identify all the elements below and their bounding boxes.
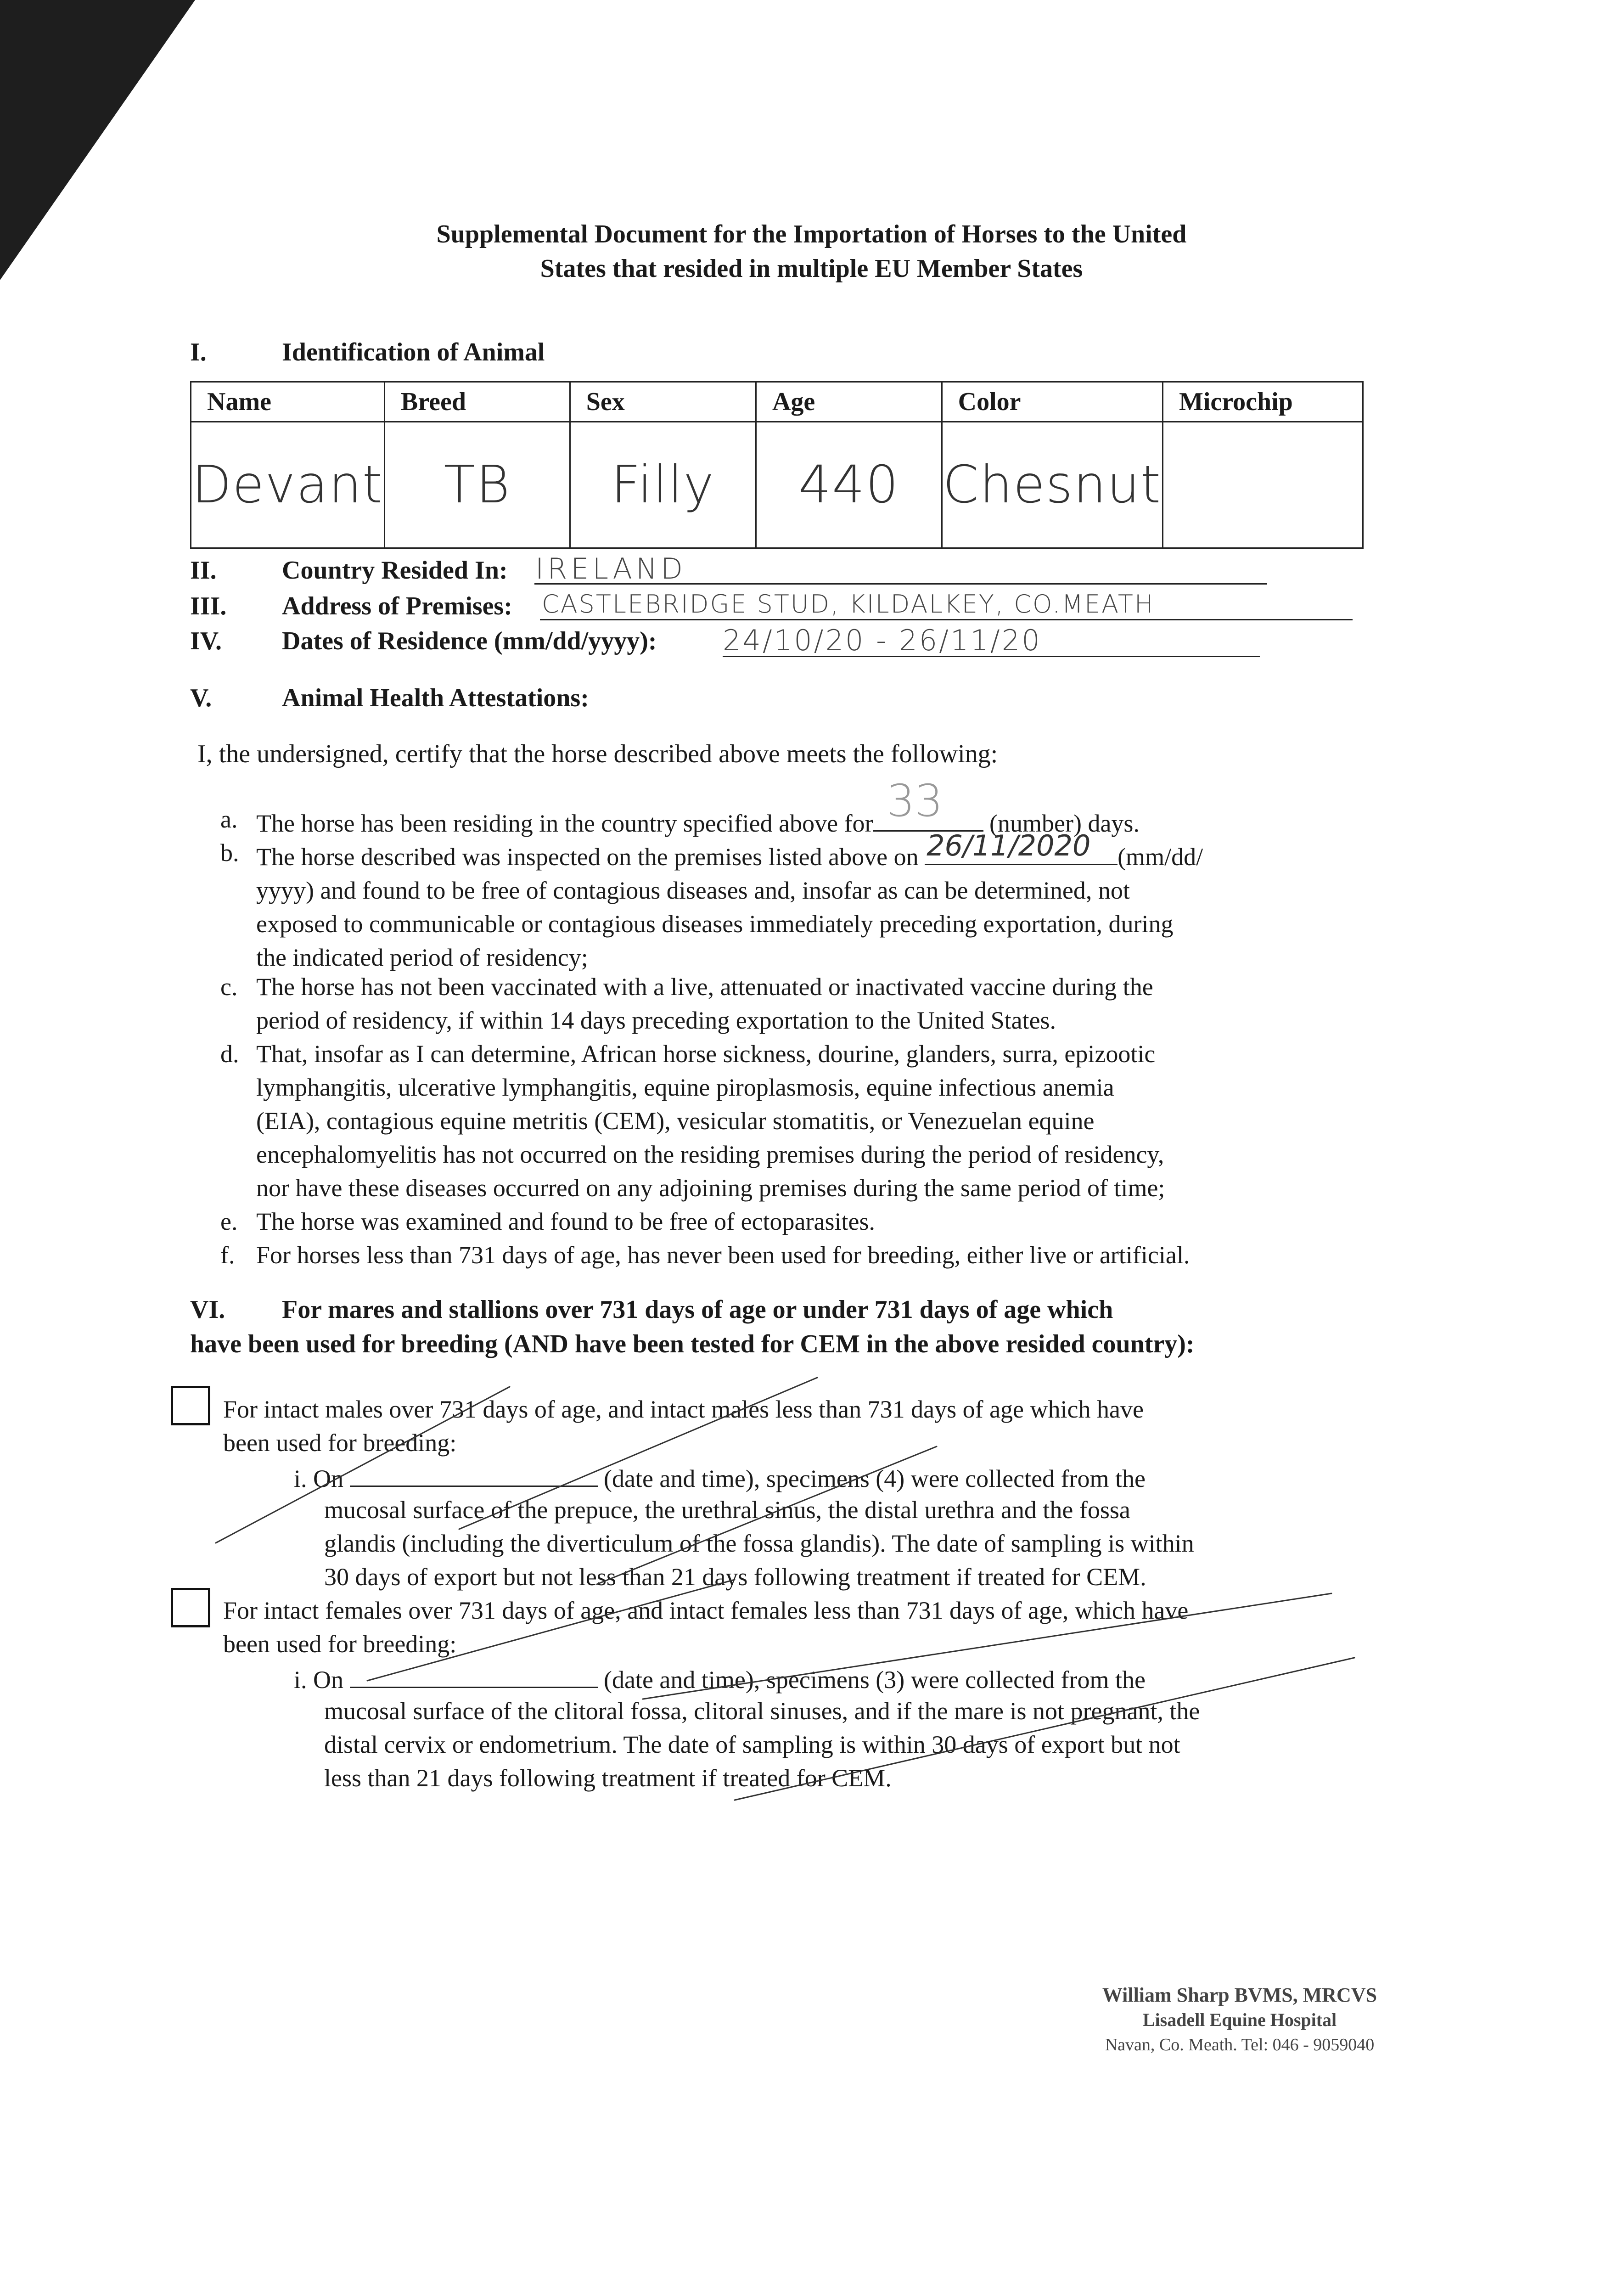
col-header-age: Age bbox=[756, 382, 942, 422]
attestation-d-line-4: encephalomyelitis has not occurred on the residing premises during the period of residency, bbox=[256, 1141, 1164, 1168]
attestation-d-line-1: That, insofar as I can determine, African horse sickness, dourine, glanders, surra, epizootic bbox=[256, 1040, 1156, 1068]
attestation-e bbox=[220, 1205, 1368, 1238]
attestation-f-letter: f. bbox=[220, 1241, 235, 1269]
col-header-name: Name bbox=[191, 382, 385, 422]
col-header-microchip: Microchip bbox=[1162, 382, 1363, 422]
country-field[interactable] bbox=[534, 552, 1267, 585]
attestation-d-line-5: nor have these diseases occurred on any adjoining premises during the same period of time; bbox=[256, 1174, 1165, 1202]
section-4-row bbox=[190, 626, 657, 656]
days-field[interactable] bbox=[873, 775, 983, 832]
value-color[interactable]: Chesnut bbox=[942, 422, 1162, 548]
document-title-line2: States that resided in multiple EU Member States bbox=[540, 254, 1083, 283]
section-6-number: VI. bbox=[190, 1295, 225, 1324]
attestation-b bbox=[220, 829, 1368, 974]
section-6-heading-line1 bbox=[190, 1295, 1113, 1324]
inspection-date-field[interactable] bbox=[925, 829, 1118, 865]
section-3-row bbox=[190, 591, 512, 621]
attestation-f-text: For horses less than 731 days of age, has never been used for breeding, either live or artificial. bbox=[256, 1241, 1190, 1269]
identification-header-row bbox=[191, 382, 1363, 422]
females-sub-line-2: distal cervix or endometrium. The date of sampling is within 30 days of export but not bbox=[324, 1731, 1180, 1758]
document-title-line1: Supplemental Document for the Importation of Horses to the United bbox=[436, 220, 1187, 248]
dates-field[interactable] bbox=[723, 624, 1260, 657]
dates-value: 24/10/20 - 26/11/20 bbox=[723, 624, 1042, 657]
country-label: Country Resided In: bbox=[282, 556, 508, 585]
section-2-row bbox=[190, 556, 508, 585]
attestation-a-text-before: The horse has been residing in the country specified above for bbox=[256, 810, 873, 837]
males-sub-after: (date and time), specimens (4) were collected from the bbox=[604, 1465, 1146, 1492]
females-sub-item bbox=[294, 1661, 1146, 1697]
attestation-f bbox=[220, 1238, 1368, 1272]
col-header-color: Color bbox=[942, 382, 1162, 422]
males-line-1: For intact males over 731 days of age, and intact males less than 731 days of age which have bbox=[223, 1396, 1144, 1423]
males-sub-lines bbox=[324, 1493, 1194, 1594]
col-header-sex: Sex bbox=[570, 382, 756, 422]
females-sub-line-1: mucosal surface of the clitoral fossa, clitoral sinuses, and if the mare is not pregnant, the bbox=[324, 1697, 1200, 1725]
attestation-b-text-before: The horse described was inspected on the premises listed above on bbox=[256, 843, 919, 871]
attestation-c-letter: c. bbox=[220, 973, 238, 1001]
attestation-e-letter: e. bbox=[220, 1208, 238, 1235]
section-5-heading bbox=[190, 683, 589, 713]
females-sub-before: On bbox=[313, 1666, 344, 1694]
inspection-date-value: 26/11/2020 bbox=[927, 829, 1091, 862]
value-microchip[interactable] bbox=[1162, 422, 1363, 548]
attestation-a bbox=[220, 775, 1368, 840]
address-field[interactable] bbox=[540, 589, 1353, 620]
section-1-heading bbox=[190, 338, 545, 367]
females-line-2: been used for breeding: bbox=[223, 1630, 457, 1658]
attestation-c-line-2: period of residency, if within 14 days preceding exportation to the United States. bbox=[256, 1007, 1056, 1034]
males-sub-line-3: 30 days of export but not less than 21 days following treatment if treated for CEM. bbox=[324, 1563, 1146, 1591]
males-sub-line-2: glandis (including the diverticulum of the fossa glandis). The date of sampling is within bbox=[324, 1530, 1194, 1557]
attestation-b-text-after: (mm/dd/ bbox=[1118, 843, 1203, 871]
col-header-breed: Breed bbox=[384, 382, 570, 422]
females-checkbox[interactable] bbox=[171, 1588, 210, 1627]
section-5-number: V. bbox=[190, 684, 212, 712]
females-sub-line-3: less than 21 days following treatment if treated for CEM. bbox=[324, 1764, 892, 1792]
section-3-number: III. bbox=[190, 592, 227, 620]
identification-value-row bbox=[191, 422, 1363, 548]
days-value: 33 bbox=[887, 775, 943, 827]
females-sub-lines bbox=[324, 1694, 1200, 1795]
females-block bbox=[223, 1594, 1188, 1661]
females-line-1: For intact females over 731 days of age, and intact females less than 731 days of age, which have bbox=[223, 1597, 1189, 1624]
attestation-b-line-1: yyyy) and found to be free of contagious diseases and, insofar as can be determined, not bbox=[256, 877, 1130, 904]
value-name[interactable]: Devant bbox=[191, 422, 385, 548]
stamp-line-2: Lisadell Equine Hospital bbox=[1142, 2009, 1337, 2030]
attestation-d-line-3: (EIA), contagious equine metritis (CEM), vesicular stomatitis, or Venezuelan equine bbox=[256, 1107, 1095, 1135]
section-1-number: I. bbox=[190, 338, 207, 366]
section-4-number: IV. bbox=[190, 627, 222, 655]
attestation-c bbox=[220, 970, 1368, 1037]
attestation-e-text: The horse was examined and found to be free of ectoparasites. bbox=[256, 1208, 875, 1235]
attestation-a-letter: a. bbox=[220, 805, 238, 833]
males-sub-before: On bbox=[313, 1465, 344, 1492]
stamp-line-1: William Sharp BVMS, MRCVS bbox=[1102, 1984, 1377, 2006]
males-date-time-field[interactable] bbox=[350, 1460, 598, 1487]
address-value: CASTLEBRIDGE STUD, KILDALKEY, CO.MEATH bbox=[542, 590, 1155, 619]
country-value: IRELAND bbox=[535, 552, 687, 585]
attestation-b-line-3: the indicated period of residency; bbox=[256, 944, 588, 971]
attestation-a-text-after: (number) days. bbox=[989, 810, 1140, 837]
males-checkbox[interactable] bbox=[171, 1386, 210, 1425]
males-sub-line-1: mucosal surface of the prepuce, the urethral sinus, the distal urethra and the fossa bbox=[324, 1496, 1130, 1524]
males-block bbox=[223, 1393, 1144, 1460]
section-6-title-line2: have been used for breeding (AND have been tested for CEM in the above resided country): bbox=[190, 1330, 1195, 1358]
value-age[interactable]: 440 bbox=[756, 422, 942, 548]
attestation-intro: I, the undersigned, certify that the horse described above meets the following: bbox=[197, 740, 998, 768]
attestation-b-line-2: exposed to communicable or contagious diseases immediately preceding exportation, during bbox=[256, 910, 1174, 938]
section-2-number: II. bbox=[190, 556, 217, 585]
section-6-title-line1: For mares and stallions over 731 days of age or under 731 days of age which bbox=[282, 1295, 1113, 1324]
males-sub-number: i. bbox=[294, 1465, 307, 1492]
attestation-c-line-1: The horse has not been vaccinated with a live, attenuated or inactivated vaccine during the bbox=[256, 973, 1153, 1001]
females-date-time-field[interactable] bbox=[350, 1661, 598, 1688]
section-5-title: Animal Health Attestations: bbox=[282, 684, 589, 712]
address-label: Address of Premises: bbox=[282, 592, 512, 620]
attestation-d bbox=[220, 1037, 1368, 1205]
males-line-2: been used for breeding: bbox=[223, 1429, 457, 1457]
value-breed[interactable]: TB bbox=[384, 422, 570, 548]
section-1-title: Identification of Animal bbox=[282, 338, 545, 366]
females-sub-after: (date and time), specimens (3) were collected from the bbox=[604, 1666, 1146, 1694]
veterinarian-stamp bbox=[1079, 1983, 1400, 2057]
dates-label: Dates of Residence (mm/dd/yyyy): bbox=[282, 627, 657, 655]
attestation-d-line-2: lymphangitis, ulcerative lymphangitis, equine piroplasmosis, equine infectious anemia bbox=[256, 1074, 1114, 1101]
stamp-line-3: Navan, Co. Meath. Tel: 046 - 9059040 bbox=[1105, 2035, 1375, 2054]
females-sub-number: i. bbox=[294, 1666, 307, 1694]
males-sub-item bbox=[294, 1460, 1146, 1496]
identification-table bbox=[190, 381, 1364, 549]
attestation-d-letter: d. bbox=[220, 1040, 239, 1068]
attestation-b-letter: b. bbox=[220, 839, 239, 867]
value-sex[interactable]: Filly bbox=[570, 422, 756, 548]
